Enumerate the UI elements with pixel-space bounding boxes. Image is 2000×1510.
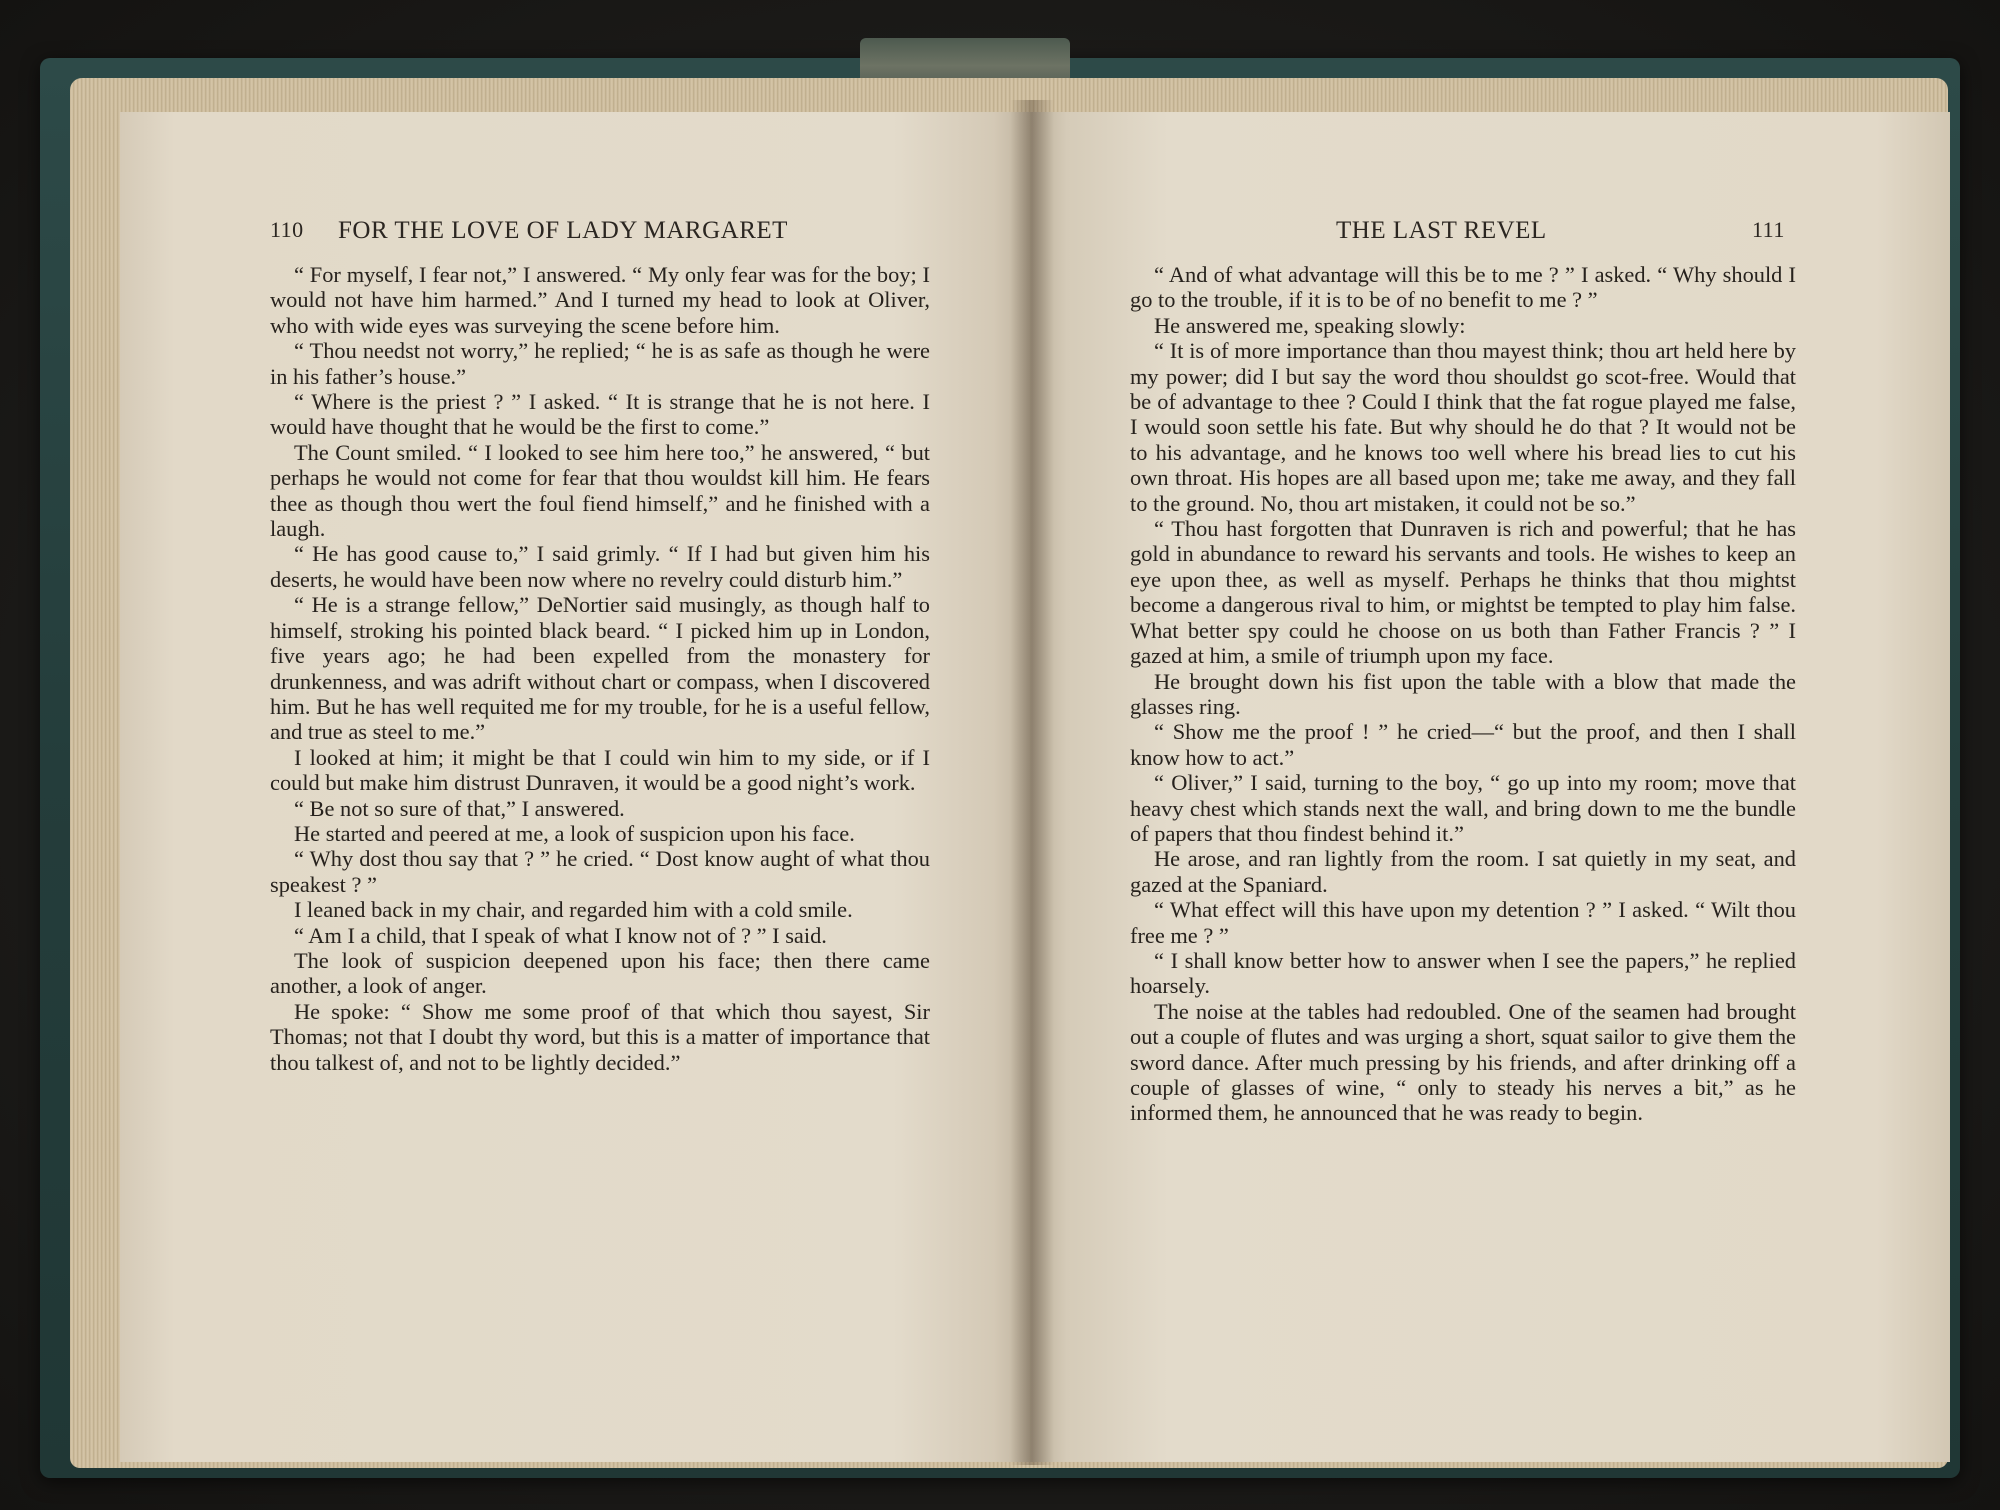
paragraph: “ It is of more importance than thou mayest think; thou art held here by my power; did I but say the word thou shouldst go scot-free. Would that be of advantage to thee ? Could I think that the fat rogue played me false, I would soon settle his fate. But why should he do that ? It would not be to his advantage, and he knows too well where his bread lies to cut his own throat. His hopes are all based upon me; take me away, and they fall to the ground. No, thou art mistaken, it could not be so.”	[1130, 338, 1796, 516]
body-text	[1130, 262, 1796, 1126]
paragraph: He brought down his fist upon the table with a blow that made the glasses ring.	[1130, 668, 1796, 719]
book-gutter	[1010, 100, 1054, 1465]
paragraph: He spoke: “ Show me some proof of that which thou sayest, Sir Thomas; not that I doubt thy word, but this is a matter of importance that thou talkest of, and not to be lightly decided.”	[270, 998, 930, 1075]
body-text	[270, 262, 930, 1075]
paragraph: “ He has good cause to,” I said grimly. “ If I had but given him his deserts, he would have been now where no revelry could disturb him.”	[270, 541, 930, 592]
paragraph: I leaned back in my chair, and regarded him with a cold smile.	[294, 897, 853, 923]
paragraph: The noise at the tables had redoubled. One of the seamen had brought out a couple of flutes and was urging a short, squat sailor to give them the sword dance. After much pressing by his friends, and after drinking off a couple of glasses of wine, “ only to steady his nerves a bit,” as he informed them, he announced that he was ready to begin.	[1130, 998, 1796, 1126]
paragraph: “ Thou needst not worry,” he replied; “ he is as safe as though he were in his father’s house.”	[270, 338, 930, 389]
running-head: THE LAST REVEL	[1336, 217, 1547, 244]
paragraph: I looked at him; it might be that I could win him to my side, or if I could but make him distrust Dunraven, it would be a good night’s work.	[270, 744, 930, 796]
paragraph: He arose, and ran lightly from the room. I sat quietly in my seat, and gazed at the Spaniard.	[1130, 846, 1796, 897]
paragraph: “ What effect will this have upon my detention ? ” I asked. “ Wilt thou free me ? ”	[1130, 897, 1796, 948]
right-page	[1030, 112, 1950, 1462]
paragraph: “ I shall know better how to answer when I see the papers,” he replied hoarsely.	[1130, 947, 1796, 999]
paragraph: “ Why dost thou say that ? ” he cried. “ Dost know aught of what thou speakest ? ”	[270, 846, 930, 897]
paragraph: He started and peered at me, a look of suspicion upon his face.	[294, 820, 855, 846]
paragraph: “ For myself, I fear not,” I answered. “ My only fear was for the boy; I would not have him harmed.” And I turned my head to look at Oliver, who with wide eyes was surveying the scene before him.	[270, 262, 930, 338]
paragraph: “ Where is the priest ? ” I asked. “ It is strange that he is not here. I would have thought that he would be the first to come.”	[270, 389, 930, 440]
paragraph: He answered me, speaking slowly:	[1154, 312, 1466, 338]
page-number: 110	[270, 217, 304, 242]
paragraph: “ Be not so sure of that,” I answered.	[294, 795, 625, 821]
paragraph: The Count smiled. “ I looked to see him here too,” he answered, “ but perhaps he would not come for fear that thou wouldst kill him. He fears thee as though thou wert the foul fiend himself,” and he finished with a laugh.	[270, 439, 930, 542]
paragraph: “ Am I a child, that I speak of what I know not of ? ” I said.	[294, 922, 827, 948]
page-number: 111	[1752, 217, 1785, 242]
paragraph: “ Thou hast forgotten that Dunraven is rich and powerful; that he has gold in abundance to reward his servants and tools. He wishes to keep an eye upon thee, as well as myself. Perhaps he thinks that thou mightst become a dangerous rival to him, or mightst be tempted to play him false. What better spy could he choose on us both than Father Francis ? ” I gazed at him, a smile of triumph upon my face.	[1130, 516, 1796, 669]
paragraph: “ And of what advantage will this be to me ? ” I asked. “ Why should I go to the trouble, if it is to be of no benefit to me ? ”	[1130, 262, 1796, 313]
paragraph: “ He is a strange fellow,” DeNortier said musingly, as though half to himself, stroking his pointed black beard. “ I picked him up in London, five years ago; he had been expelled from the monastery for drunkenness, and was adrift without chart or compass, when I discovered him. But he has well requited me for my trouble, for he is a useful fellow, and true as steel to me.”	[270, 592, 930, 745]
running-head: FOR THE LOVE OF LADY MARGARET	[338, 217, 788, 244]
paragraph: The look of suspicion deepened upon his face; then there came another, a look of anger.	[270, 947, 930, 999]
paragraph: “ Oliver,” I said, turning to the boy, “ go up into my room; move that heavy chest which stands next the wall, and bring down to me the bundle of papers that thou findest behind it.”	[1130, 770, 1796, 846]
left-page	[120, 112, 1030, 1462]
paragraph: “ Show me the proof ! ” he cried—“ but the proof, and then I shall know how to act.”	[1130, 719, 1796, 770]
